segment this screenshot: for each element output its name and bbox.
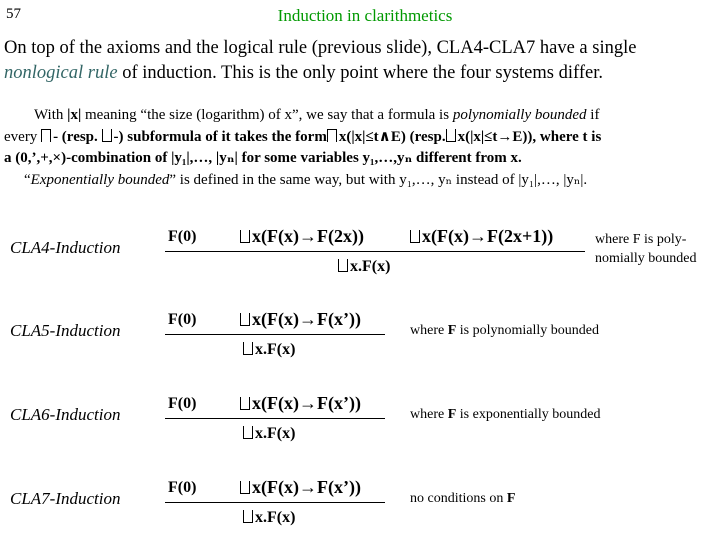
choice-universal-icon — [243, 426, 253, 439]
cla5-conclusion — [243, 341, 295, 359]
rule-name-cla7: CLA7-Induction — [10, 489, 121, 508]
cla5-condition-text: is polynomially bounded — [456, 323, 599, 338]
cla6-premise-step-formula: x(F(x)→F(x’)) — [252, 393, 361, 413]
definition-line-1 — [4, 105, 716, 127]
cla5-inference-line — [165, 334, 385, 335]
slide-number: 57 — [6, 6, 21, 22]
cla6-condition-formula: F — [447, 407, 457, 422]
definition-line-2 — [4, 127, 716, 149]
def-size-symbol: |x| — [67, 107, 82, 123]
def-text: “ — [24, 171, 31, 188]
polynomially-bounded-term: polynomially bounded — [452, 107, 587, 123]
def-text: -) subformula of it takes the form — [113, 128, 327, 145]
def-text: every — [4, 128, 42, 145]
cla4-conclusion — [338, 258, 390, 276]
cla7-condition-formula: F — [506, 491, 516, 506]
choice-universal-icon — [243, 342, 253, 355]
nonlogical-rule-term: nonlogical rule — [4, 63, 118, 83]
def-text: meaning “the size (logarithm) of x”, we say that a formula is — [81, 107, 453, 123]
intro-line-2 — [4, 61, 636, 86]
cla6-condition-text: where — [410, 407, 448, 422]
cla7-inference-line — [165, 502, 385, 503]
choice-quantifier-icon — [327, 129, 337, 142]
cla5-premise-step-formula: x(F(x)→F(x’)) — [252, 309, 361, 329]
choice-universal-icon — [446, 129, 456, 142]
choice-universal-icon — [338, 259, 348, 272]
def-formula: x(|x|≤t→E)), where t is — [457, 128, 602, 145]
def-text: if — [586, 107, 600, 123]
cla5-premise-base: F(0) — [168, 311, 197, 328]
choice-universal-icon — [240, 230, 250, 243]
cla4-premise-odd-formula: x(F(x)→F(2x+1)) — [422, 226, 554, 246]
rule-name-cla6: CLA6-Induction — [10, 405, 121, 424]
cla4-condition-line-1: where F is poly- — [595, 232, 687, 247]
cla6-conclusion — [243, 425, 295, 443]
cla5-condition — [410, 323, 599, 339]
choice-universal-icon — [243, 510, 253, 523]
choice-universal-icon — [240, 481, 250, 494]
cla5-premise-step — [240, 309, 361, 330]
def-formula: x(|x|≤t∧E) (resp. — [338, 128, 446, 145]
cla7-condition-text: no conditions on — [410, 491, 507, 506]
intro-line-2-rest: of induction. This is the only point where the four systems differ. — [117, 63, 603, 83]
cla4-premise-even — [240, 226, 364, 247]
cla4-premise-even-formula: x(F(x)→F(2x)) — [252, 226, 364, 246]
cla5-conclusion-formula: x.F(x) — [255, 341, 296, 358]
cla6-condition — [410, 407, 601, 423]
definition-line-4 — [4, 170, 716, 192]
choice-quantifier-icon — [41, 129, 51, 142]
choice-universal-icon — [102, 129, 112, 142]
cla7-premise-step-formula: x(F(x)→F(x’)) — [252, 477, 361, 497]
cla7-premise-step — [240, 477, 361, 498]
rule-name-cla5: CLA5-Induction — [10, 321, 121, 340]
rule-name-cla4: CLA4-Induction — [10, 238, 121, 257]
cla6-conclusion-formula: x.F(x) — [255, 425, 296, 442]
cla4-inference-line — [165, 251, 585, 252]
def-text: ” is defined in the same way, but with y₁,…, yₙ instead of |y₁|,…, |yₙ|. — [169, 171, 588, 188]
choice-universal-icon — [240, 397, 250, 410]
cla6-premise-base: F(0) — [168, 395, 197, 412]
cla5-condition-formula: F — [447, 323, 457, 338]
slide-title: Induction in clarithmetics — [277, 6, 453, 25]
choice-universal-icon — [240, 313, 250, 326]
definitions-paragraph — [4, 105, 716, 191]
cla6-premise-step — [240, 393, 361, 414]
cla7-condition — [410, 491, 515, 507]
def-text: - (resp. — [53, 128, 102, 145]
cla7-premise-base: F(0) — [168, 479, 197, 496]
def-text: With — [34, 107, 68, 123]
cla4-conclusion-formula: x.F(x) — [350, 258, 391, 275]
exponentially-bounded-term: Exponentially bounded — [30, 171, 170, 188]
cla7-conclusion — [243, 509, 295, 527]
intro-line-1: On top of the axioms and the logical rule (previous slide), CLA4-CLA7 have a single — [4, 38, 637, 58]
cla6-condition-text: is exponentially bounded — [456, 407, 601, 422]
definition-line-3: a (0,’,+,×)-combination of |y₁|,…, |yₙ| for some variables y₁,…,yₙ different from x. — [4, 150, 522, 166]
cla4-condition — [595, 230, 697, 268]
cla4-condition-line-2: nomially bounded — [595, 251, 697, 266]
intro-paragraph — [4, 36, 636, 86]
cla5-condition-text: where — [410, 323, 448, 338]
choice-universal-icon — [410, 230, 420, 243]
cla6-inference-line — [165, 418, 385, 419]
cla4-premise-base: F(0) — [168, 228, 197, 245]
cla7-conclusion-formula: x.F(x) — [255, 509, 296, 526]
cla4-premise-odd — [410, 226, 553, 247]
